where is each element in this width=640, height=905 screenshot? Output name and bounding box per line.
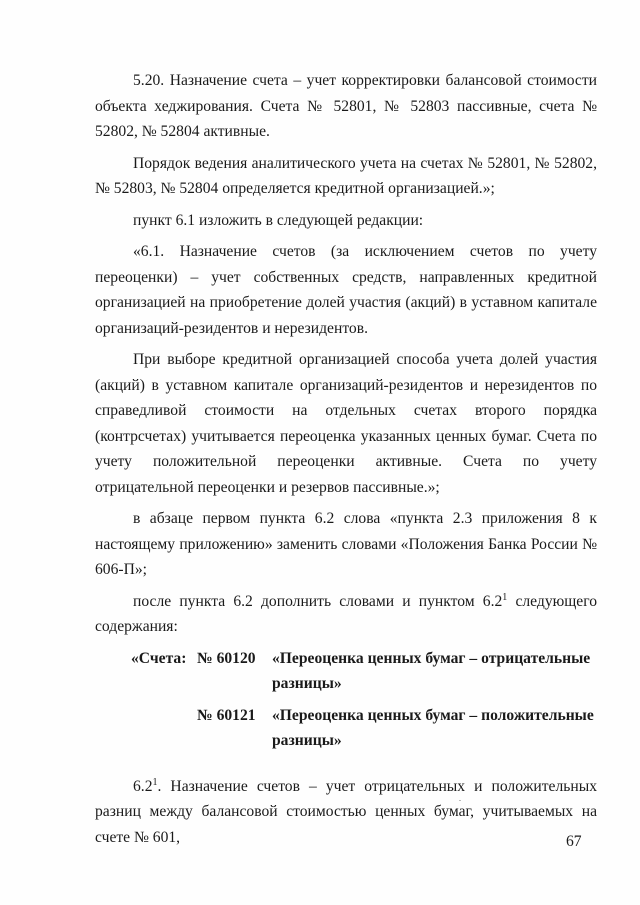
paragraph-item-6-1-intro: пункт 6.1 изложить в следующей редакции: bbox=[133, 211, 424, 229]
accounts-lead-label: «Счета: bbox=[131, 649, 187, 667]
account-number: № 60121 bbox=[197, 706, 256, 724]
addition-text-before: после пункта 6.2 дополнить словами и пунктом 6.2 bbox=[133, 592, 503, 610]
scan-speck bbox=[459, 800, 461, 801]
body-text bbox=[95, 68, 597, 850]
superscript-1: 1 bbox=[502, 591, 508, 603]
paragraph-5-20: 5.20. Назначение счета – учет корректировки балансовой стоимости объекта хеджирования. Счета № 52801, № 52803 пассивные, счета № 52802, № 52804 активные. bbox=[95, 72, 597, 140]
item-number: 6.2 bbox=[133, 777, 153, 795]
paragraph-6-1-continuation: При выборе кредитной организацией способа учета долей участия (акций) в уставном капитале организаций-резидентов и нерезидентов по справедливой стоимости на отдельных счетах второго порядка (контрсчетах) учитывается переоценка указанных ценных бумаг. Счета по учету положительной переоценки активные. Счета по учету отрицательной переоценки и резервов пассивные.»; bbox=[95, 351, 597, 496]
account-name: «Переоценка ценных бумаг – отрицательные разницы» bbox=[272, 649, 591, 692]
superscript-1: 1 bbox=[152, 776, 158, 788]
paragraph-6-1: «6.1. Назначение счетов (за исключением счетов по учету переоценки) – учет собственных средств, направленных кредитной организацией на приобретение долей участия (акций) в уставном капитале организаций-резидентов и нерезидентов. bbox=[95, 243, 597, 337]
account-number: № 60120 bbox=[197, 649, 256, 667]
account-name: «Переоценка ценных бумаг – положительные разницы» bbox=[272, 706, 594, 749]
paragraph-6-2-addition bbox=[95, 589, 597, 640]
page-number: 67 bbox=[566, 833, 582, 850]
addition-text-after: следующего содержания: bbox=[95, 592, 598, 635]
paragraph-6-2-amendment: в абзаце первом пункта 6.2 слова «пункта 2.3 приложения 8 к настоящему приложению» заменить словами «Положения Банка России № 606-П»; bbox=[95, 510, 597, 578]
accounts-list bbox=[95, 646, 597, 754]
item-text: . Назначение счетов – учет отрицательных и положительных разниц между балансовой стоимостью ценных бумаг, учитываемых на счете № 601, bbox=[95, 777, 597, 846]
paragraph-analytic-accounting: Порядок ведения аналитического учета на счетах № 52801, № 52802, № 52803, № 52804 определяется кредитной организацией.»; bbox=[95, 154, 597, 197]
account-row bbox=[95, 703, 597, 754]
account-row bbox=[95, 646, 597, 697]
accounts-lead-spacer bbox=[95, 703, 197, 754]
paragraph-6-2-1 bbox=[95, 774, 597, 851]
